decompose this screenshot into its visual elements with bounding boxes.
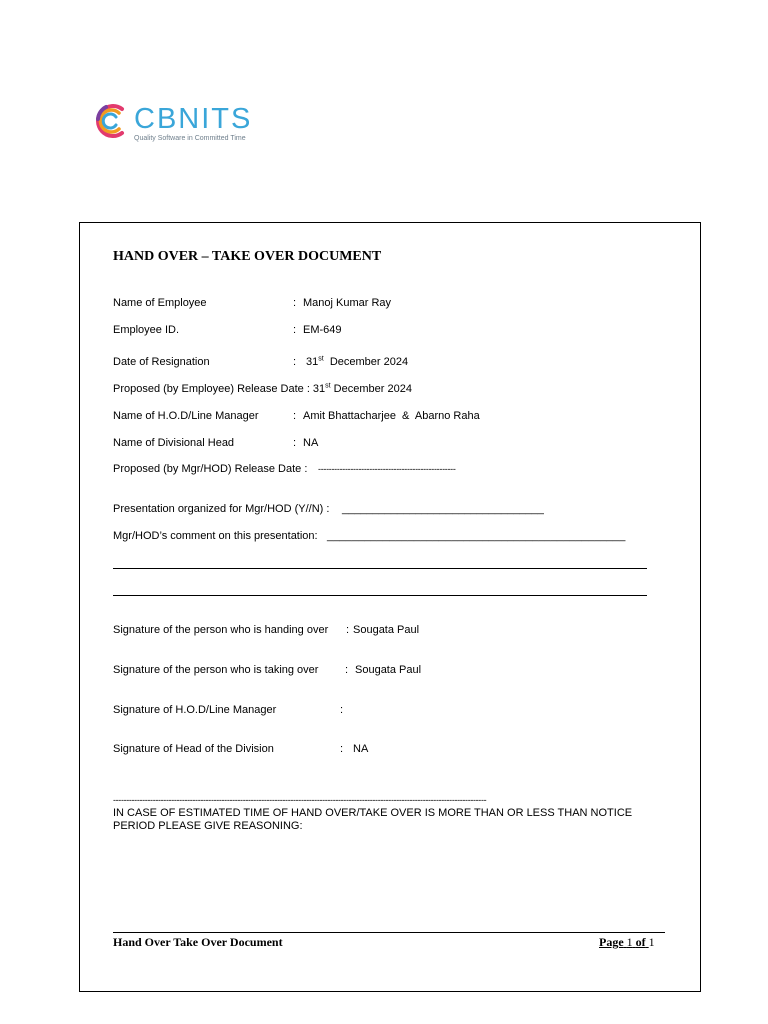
- hod-name-sep: :: [293, 410, 297, 422]
- sig-division-head-label: Signature of Head of the Division: [113, 743, 274, 755]
- divisional-head-sep: :: [293, 437, 297, 449]
- document-title: HAND OVER – TAKE OVER DOCUMENT: [113, 249, 382, 264]
- sig-hod-label: Signature of H.O.D/Line Manager: [113, 704, 277, 716]
- employee-name-label: Name of Employee: [113, 297, 207, 309]
- sig-handing-over-sep: :: [346, 624, 350, 636]
- comment-label: Mgr/HOD’s comment on this presentation:: [113, 530, 318, 542]
- hod-name-label: Name of H.O.D/Line Manager: [113, 410, 259, 422]
- logo-mark-icon: [92, 101, 132, 141]
- sig-taking-over-label: Signature of the person who is taking over: [113, 664, 319, 676]
- note-text: IN CASE OF ESTIMATED TIME OF HAND OVER/TAKE OVER IS MORE THAN OR LESS THAN NOTICE PERIOD PLEASE GIVE REASONING:: [113, 807, 633, 832]
- comment-line-2: [113, 568, 647, 569]
- divisional-head-label: Name of Divisional Head: [113, 437, 235, 449]
- footer-rule: [113, 932, 665, 933]
- resignation-date-value: 31st December 2024: [306, 355, 409, 368]
- employee-name-sep: :: [293, 297, 297, 309]
- employee-release-date: Proposed (by Employee) Release Date : 31st December 2024: [113, 382, 412, 395]
- note-divider: ---------------------------------------------------------------------------------------------------------------------------------------------: [113, 795, 487, 805]
- sig-division-head-value: NA: [353, 743, 369, 755]
- presentation-value: _________________________________: [342, 503, 544, 515]
- sig-hod-sep: :: [340, 704, 344, 716]
- logo-wordmark: CBNITS: [134, 103, 253, 135]
- footer-document-name: Hand Over Take Over Document: [113, 935, 283, 949]
- document-frame: [79, 222, 701, 992]
- sig-handing-over-label: Signature of the person who is handing over: [113, 624, 329, 636]
- comment-line-3: [113, 595, 647, 596]
- comment-value: ________________________________________________: [327, 530, 626, 542]
- presentation-label: Presentation organized for Mgr/HOD (Y//N) :: [113, 503, 330, 515]
- sig-handing-over-value: Sougata Paul: [353, 624, 420, 636]
- footer-page-number: Page 1 of 1: [599, 935, 655, 949]
- logo-tagline: Quality Software in Committed Time: [134, 135, 246, 142]
- sig-taking-over-sep: :: [345, 664, 349, 676]
- mgr-release-date-value: ---------------------------------------------------: [318, 464, 456, 474]
- employee-name-value: Manoj Kumar Ray: [303, 297, 392, 309]
- divisional-head-value: NA: [303, 437, 319, 449]
- resignation-date-sep: :: [293, 356, 297, 368]
- hod-name-value: Amit Bhattacharjee & Abarno Raha: [303, 410, 480, 422]
- employee-id-value: EM-649: [303, 324, 342, 336]
- resignation-date-label: Date of Resignation: [113, 356, 210, 368]
- mgr-release-date-label: Proposed (by Mgr/HOD) Release Date :: [113, 463, 308, 475]
- employee-id-sep: :: [293, 324, 297, 336]
- sig-division-head-sep: :: [340, 743, 344, 755]
- company-logo: [92, 101, 282, 147]
- sig-taking-over-value: Sougata Paul: [355, 664, 422, 676]
- employee-id-label: Employee ID.: [113, 324, 180, 336]
